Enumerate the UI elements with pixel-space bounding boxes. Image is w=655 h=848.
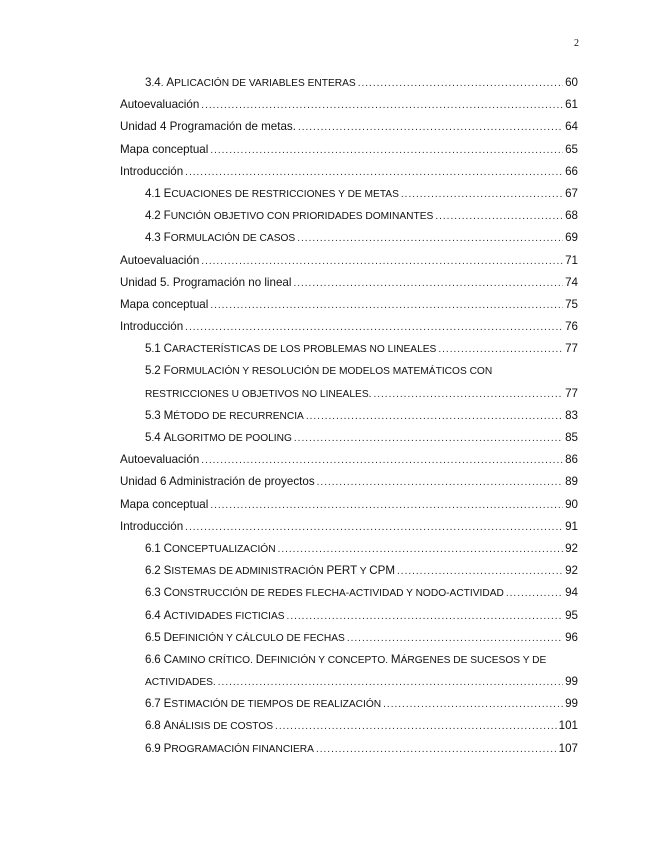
toc-leader-dots — [306, 406, 563, 428]
toc-entry-label: Unidad 6 Administración de proyectos — [120, 475, 315, 489]
toc-entry-label: Introducción — [120, 320, 184, 334]
toc-leader-dots — [401, 184, 563, 206]
toc-entry-page: 96 — [565, 630, 578, 644]
toc-entry-label: 6.9 PROGRAMACIÓN FINANCIERA — [145, 741, 314, 755]
toc-entry-page: 77 — [565, 386, 578, 400]
toc-entry[interactable] — [120, 494, 578, 516]
toc-entry-page: 65 — [565, 142, 578, 156]
toc-entry[interactable] — [120, 405, 578, 427]
toc-entry[interactable] — [120, 715, 578, 737]
toc-leader-dots — [383, 694, 563, 716]
toc-entry-page: 68 — [565, 209, 578, 223]
toc-leader-dots — [373, 384, 563, 406]
toc-entry-label: 6.4 ACTIVIDADES FICTICIAS — [145, 608, 285, 622]
toc-entry-label: 5.2 FORMULACIÓN Y RESOLUCIÓN DE MODELOS MATEMÁTICOS CON — [145, 364, 493, 378]
toc-entry[interactable] — [120, 183, 578, 205]
toc-leader-dots — [294, 428, 563, 450]
toc-leader-dots — [185, 517, 563, 539]
toc-entry[interactable] — [120, 272, 578, 294]
toc-entry-page: 99 — [565, 675, 578, 689]
toc-entry[interactable] — [120, 72, 578, 94]
toc-entry-page: 89 — [565, 475, 578, 489]
toc-entry-page: 92 — [565, 564, 578, 578]
toc-leader-dots — [185, 317, 563, 339]
toc-entry-page: 77 — [565, 342, 578, 356]
toc-entry[interactable] — [120, 427, 578, 449]
toc-entry-label: Introducción — [120, 164, 184, 178]
toc-entry-label: RESTRICCIONES U OBJETIVOS NO LINEALES. — [145, 388, 372, 400]
toc-entry-label: 5.3 MÉTODO DE RECURRENCIA — [145, 408, 304, 422]
toc-entry[interactable] — [120, 161, 578, 183]
toc-entry-label: Unidad 4 Programación de metas. — [120, 120, 296, 134]
toc-entry[interactable] — [120, 471, 578, 493]
toc-entry-page: 71 — [565, 253, 578, 267]
toc-entry-page: 101 — [558, 719, 578, 733]
toc-entry[interactable] — [120, 538, 578, 560]
toc-entry[interactable] — [120, 139, 578, 161]
toc-leader-dots — [201, 251, 563, 273]
toc-entry-label: Autoevaluación — [120, 253, 200, 267]
toc-entry-label: Mapa conceptual — [120, 297, 209, 311]
toc-entry-label: 4.1 ECUACIONES DE RESTRICCIONES Y DE METAS — [145, 186, 399, 200]
toc-entry-label: 6.8 ANÁLISIS DE COSTOS — [145, 719, 274, 733]
toc-entry[interactable] — [120, 338, 578, 360]
toc-entry-page: 99 — [565, 697, 578, 711]
toc-entry[interactable] — [120, 605, 578, 627]
toc-entry-label: ACTIVIDADES. — [145, 677, 216, 689]
toc-entry-label: 4.2 FUNCIÓN OBJETIVO CON PRIORIDADES DOMINANTES — [145, 209, 434, 223]
toc-leader-dots — [210, 495, 563, 517]
toc-leader-dots — [438, 339, 563, 361]
toc-entry[interactable] — [120, 250, 578, 272]
toc-entry-label: 6.2 SISTEMAS DE ADMINISTRACIÓN PERT Y CPM — [145, 564, 396, 578]
toc-entry[interactable] — [120, 560, 578, 582]
toc-leader-dots — [278, 539, 564, 561]
table-of-contents — [120, 72, 578, 760]
toc-entry-page: 83 — [565, 408, 578, 422]
toc-entry[interactable] — [120, 627, 578, 649]
toc-entry[interactable] — [120, 671, 578, 693]
toc-entry-label: Unidad 5. Programación no lineal — [120, 275, 292, 289]
toc-entry-page: 94 — [565, 586, 578, 600]
toc-entry-label: 6.1 CONCEPTUALIZACIÓN — [145, 541, 276, 555]
toc-entry-label: 6.5 DEFINICIÓN Y CÁLCULO DE FECHAS — [145, 630, 345, 644]
toc-entry-page: 91 — [565, 519, 578, 533]
toc-entry-page: 92 — [565, 541, 578, 555]
toc-entry-page: 66 — [565, 164, 578, 178]
toc-entry-label: 5.1 CARACTERÍSTICAS DE LOS PROBLEMAS NO LINEALES — [145, 342, 437, 356]
toc-entry[interactable] — [120, 383, 578, 405]
toc-leader-dots — [201, 95, 563, 117]
toc-entry[interactable] — [120, 649, 578, 671]
toc-entry-page: 76 — [565, 320, 578, 334]
toc-entry-label: 6.3 CONSTRUCCIÓN DE REDES FLECHA-ACTIVIDAD Y NODO-ACTIVIDAD — [145, 586, 504, 600]
toc-leader-dots — [358, 73, 563, 95]
toc-entry-page: 90 — [565, 497, 578, 511]
toc-entry-page: 86 — [565, 453, 578, 467]
toc-entry-page: 67 — [565, 186, 578, 200]
toc-leader-dots — [185, 162, 563, 184]
toc-entry-label: 6.7 ESTIMACIÓN DE TIEMPOS DE REALIZACIÓN — [145, 697, 382, 711]
toc-leader-dots — [506, 583, 563, 605]
toc-entry-page: 95 — [565, 608, 578, 622]
toc-entry-page: 75 — [565, 297, 578, 311]
toc-leader-dots — [435, 206, 563, 228]
toc-leader-dots — [275, 716, 557, 738]
toc-entry[interactable] — [120, 582, 578, 604]
toc-entry[interactable] — [120, 360, 578, 382]
toc-entry[interactable] — [120, 116, 578, 138]
toc-leader-dots — [293, 273, 563, 295]
toc-entry-label: Introducción — [120, 519, 184, 533]
toc-entry-label: Mapa conceptual — [120, 142, 209, 156]
toc-entry-page: 107 — [558, 741, 578, 755]
toc-entry[interactable] — [120, 738, 578, 760]
toc-entry-label: 6.6 CAMINO CRÍTICO. DEFINICIÓN Y CONCEPTO. MÁRGENES DE SUCESOS Y DE — [145, 652, 547, 666]
toc-entry[interactable] — [120, 449, 578, 471]
toc-leader-dots — [298, 117, 563, 139]
toc-entry[interactable] — [120, 294, 578, 316]
toc-entry-page: 74 — [565, 275, 578, 289]
toc-leader-dots — [210, 140, 563, 162]
toc-entry-page: 85 — [565, 431, 578, 444]
toc-leader-dots — [316, 739, 557, 761]
toc-leader-dots — [317, 472, 563, 494]
toc-leader-dots — [210, 295, 563, 317]
toc-entry-page: 61 — [565, 98, 578, 112]
toc-entry-label: Autoevaluación — [120, 453, 200, 467]
toc-leader-dots — [297, 228, 563, 250]
toc-entry-label: 4.3 FORMULACIÓN DE CASOS — [145, 231, 296, 245]
toc-leader-dots — [347, 628, 563, 650]
toc-entry[interactable] — [120, 94, 578, 116]
toc-entry-label: Autoevaluación — [120, 98, 200, 112]
toc-entry-label: Mapa conceptual — [120, 497, 209, 511]
toc-entry[interactable] — [120, 316, 578, 338]
page-number: 2 — [574, 38, 579, 49]
toc-entry[interactable] — [120, 693, 578, 715]
toc-entry[interactable] — [120, 516, 578, 538]
toc-leader-dots — [287, 606, 564, 628]
toc-entry-page: 69 — [565, 231, 578, 245]
toc-entry[interactable] — [120, 227, 578, 249]
toc-leader-dots — [201, 450, 563, 472]
toc-entry-page: 60 — [565, 76, 578, 89]
toc-entry-label: 5.4 ALGORITMO DE POOLING — [145, 431, 292, 444]
toc-entry[interactable] — [120, 205, 578, 227]
toc-entry-page: 64 — [565, 120, 578, 134]
toc-leader-dots — [218, 672, 563, 694]
toc-leader-dots — [397, 561, 563, 583]
toc-entry-label: 3.4. APLICACIÓN DE VARIABLES ENTERAS — [145, 76, 356, 89]
